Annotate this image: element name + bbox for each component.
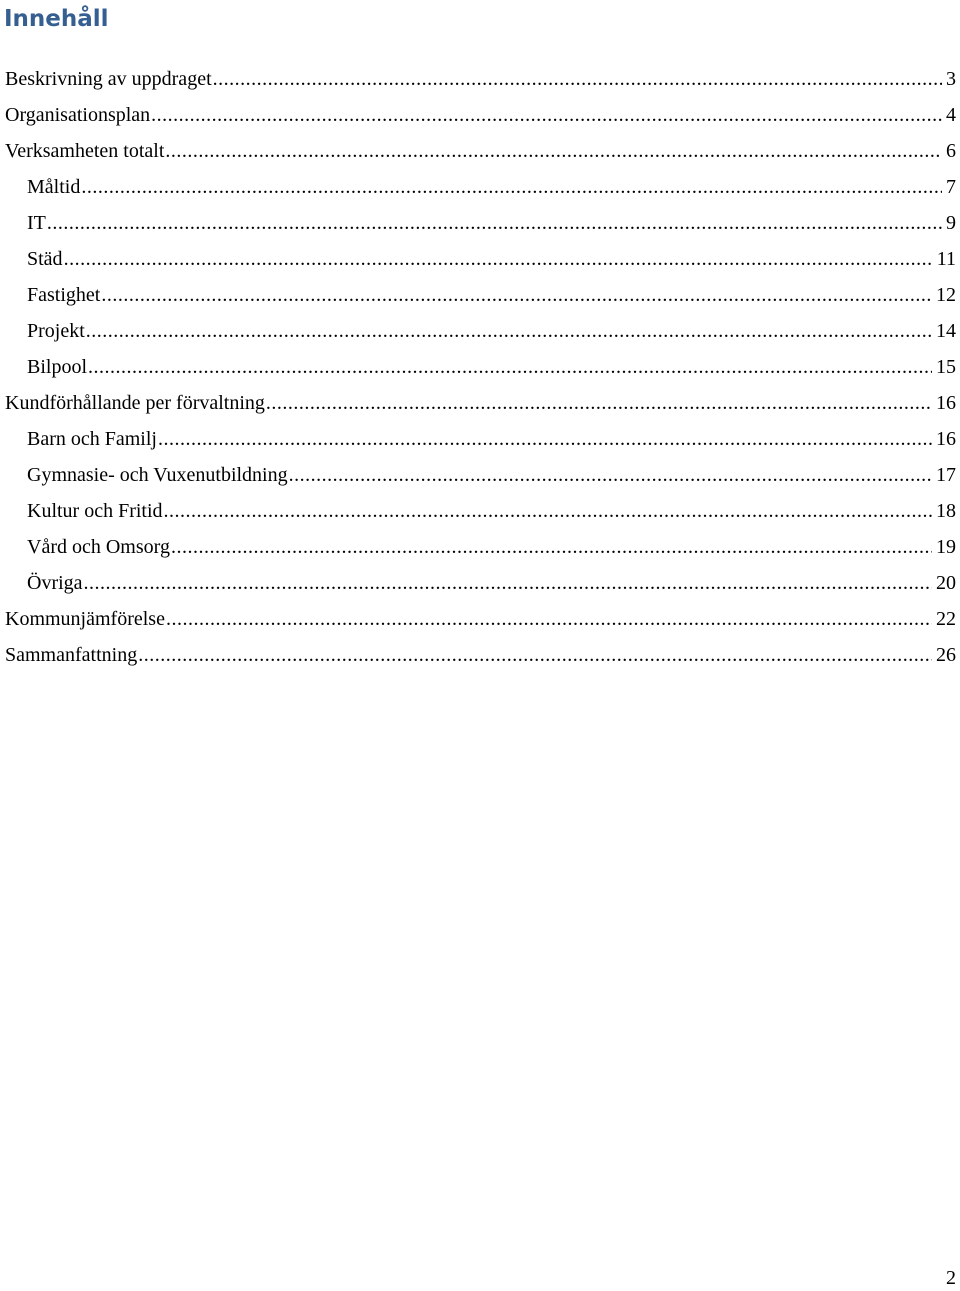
toc-entry-page: 9 <box>946 212 956 234</box>
toc-entry-page: 17 <box>936 464 956 486</box>
toc-dot-leader <box>138 637 932 673</box>
toc-entry[interactable] <box>27 529 956 565</box>
toc-entry[interactable] <box>5 61 956 97</box>
toc-dot-leader <box>151 97 942 133</box>
toc-entry-title: Kundförhållande per förvaltning <box>5 392 265 414</box>
toc-entry-title: Organisationsplan <box>5 104 151 126</box>
toc-entry[interactable] <box>5 385 956 421</box>
toc-dot-leader <box>171 529 932 565</box>
toc-dot-leader <box>86 313 932 349</box>
toc-entry-page: 22 <box>936 608 956 630</box>
toc-dot-leader <box>81 169 942 205</box>
toc-entry-page: 6 <box>946 140 956 162</box>
toc-entry-page: 20 <box>936 572 956 594</box>
toc-heading: Innehåll <box>4 6 109 32</box>
toc-entry[interactable] <box>27 349 956 385</box>
toc-entry-page: 18 <box>936 500 956 522</box>
toc-entry[interactable] <box>5 601 956 637</box>
toc-entry[interactable] <box>5 637 956 673</box>
toc-entry[interactable] <box>27 457 956 493</box>
toc-dot-leader <box>64 241 933 277</box>
toc-entry-title: Kultur och Fritid <box>27 500 163 522</box>
toc-dot-leader <box>289 457 932 493</box>
toc-dot-leader <box>47 205 942 241</box>
toc-entry[interactable] <box>27 565 956 601</box>
toc-entry-page: 4 <box>946 104 956 126</box>
toc-entry-title: Övriga <box>27 572 83 594</box>
toc-entry-title: Vård och Omsorg <box>27 536 170 558</box>
toc-dot-leader <box>166 601 932 637</box>
toc-entry-title: Fastighet <box>27 284 101 306</box>
toc-entry[interactable] <box>5 97 956 133</box>
page-number: 2 <box>946 1267 956 1289</box>
toc-entry[interactable] <box>27 169 956 205</box>
toc-dot-leader <box>158 421 932 457</box>
toc-entry-page: 19 <box>936 536 956 558</box>
toc-entry-title: Bilpool <box>27 356 88 378</box>
toc-dot-leader <box>213 61 942 97</box>
toc-entry-title: Barn och Familj <box>27 428 157 450</box>
toc-entry-title: Kommunjämförelse <box>5 608 165 630</box>
toc-entry-title: Projekt <box>27 320 85 342</box>
toc-dot-leader <box>164 493 932 529</box>
toc-entry-page: 11 <box>936 248 956 270</box>
toc-entry-page: 7 <box>946 176 956 198</box>
toc-entry[interactable] <box>5 133 956 169</box>
toc-entry-title: IT <box>27 212 46 234</box>
toc-entry[interactable] <box>27 241 956 277</box>
toc-entry-title: Måltid <box>27 176 81 198</box>
toc-entry-title: Städ <box>27 248 63 270</box>
toc-entry-title: Verksamheten totalt <box>5 140 165 162</box>
toc-entry[interactable] <box>27 205 956 241</box>
toc-entry-page: 16 <box>936 392 956 414</box>
toc-entry[interactable] <box>27 277 956 313</box>
toc-entry-title: Sammanfattning <box>5 644 138 666</box>
toc-entry-title: Gymnasie- och Vuxenutbildning <box>27 464 288 486</box>
toc-dot-leader <box>165 133 942 169</box>
toc-dot-leader <box>101 277 932 313</box>
toc-dot-leader <box>84 565 932 601</box>
toc-entry-page: 12 <box>936 284 956 306</box>
toc-entry[interactable] <box>27 313 956 349</box>
toc-entry-page: 3 <box>946 68 956 90</box>
toc-dot-leader <box>266 385 932 421</box>
toc-entry-page: 15 <box>936 356 956 378</box>
toc-entry-page: 14 <box>936 320 956 342</box>
toc-entry-page: 26 <box>936 644 956 666</box>
toc-entry[interactable] <box>27 493 956 529</box>
toc-entry-title: Beskrivning av uppdraget <box>5 68 212 90</box>
toc-entry-page: 16 <box>936 428 956 450</box>
toc-entry[interactable] <box>27 421 956 457</box>
toc-dot-leader <box>88 349 932 385</box>
